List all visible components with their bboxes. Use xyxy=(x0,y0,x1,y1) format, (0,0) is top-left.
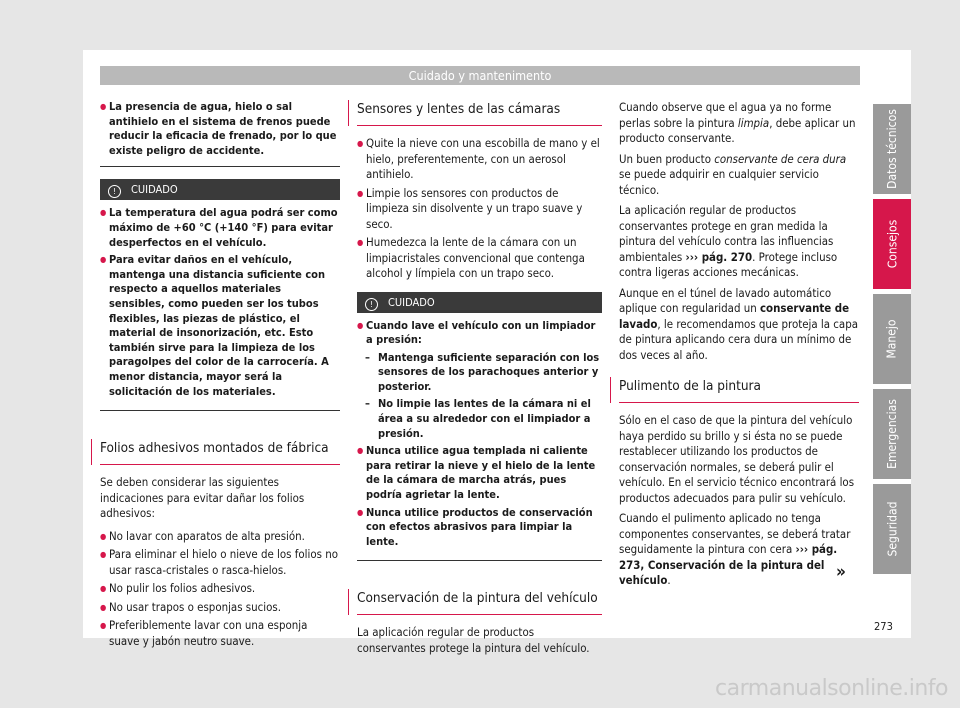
column-2 xyxy=(357,100,602,661)
column-3 xyxy=(619,100,859,594)
info-icon: ! xyxy=(108,185,121,198)
page-header: Cuidado y mantenimento xyxy=(100,66,860,85)
section-title: Pulimento de la pintura xyxy=(619,377,859,403)
section-title: Sensores y lentes de las cámaras xyxy=(357,100,602,126)
paragraph: La aplicación regular de productos conservantes protege la pintura del vehículo. xyxy=(357,625,590,655)
section-title: Conservación de la pintura del vehículo xyxy=(357,589,602,615)
tab-seguridad[interactable]: Seguridad xyxy=(873,484,911,574)
list-item: ● Para eliminar el hielo o nieve de los folios no usar rasca-cristales o rasca-hielos. xyxy=(100,547,340,578)
caution-body xyxy=(357,319,602,561)
section-title: Folios adhesivos montados de fábrica xyxy=(100,439,340,465)
paragraph: Cuando el pulimento aplicado no tenga componentes conservantes, se deberá tratar seguidamente la pintura con cera ››› pág. 273, Conservación de la pintura del vehículo. xyxy=(619,511,851,587)
paragraph: Se deben considerar las siguientes indicaciones para evitar dañar los folios adhesivos: xyxy=(100,475,305,521)
column-1 xyxy=(100,100,340,652)
caution-header: ! CUIDADO xyxy=(100,179,340,200)
tab-consejos[interactable]: Consejos xyxy=(873,199,911,289)
caution-item: ● Cuando lave el vehículo con un limpiador a presión: xyxy=(357,319,602,348)
tab-datos-tecnicos[interactable]: Datos técnicos xyxy=(873,104,911,194)
list-item: ● Preferiblemente lavar con una esponja suave y jabón neutro suave. xyxy=(100,618,340,649)
caution-body xyxy=(100,206,340,410)
caution-header: ! CUIDADO xyxy=(357,292,602,313)
list-item: ● No pulir los folios adhesivos. xyxy=(100,581,340,597)
caution-subitem: – Mantenga suficiente separación con los sensores de los parachoques anterior y posterior. xyxy=(363,351,602,395)
caution-item: ● Nunca utilice productos de conservación con efectos abrasivos para limpiar la lente. xyxy=(357,506,602,550)
list-item: ● No lavar con aparatos de alta presión. xyxy=(100,529,340,545)
caution-item: ● Nunca utilice agua templada ni caliente para retirar la nieve y el hielo de la lente de la cámara de marcha atrás, pues podría agrietar la lente. xyxy=(357,444,602,502)
page-link[interactable]: ››› pág. 270 xyxy=(685,249,753,264)
paragraph: Aunque en el túnel de lavado automático aplique con regularidad un conservante de lavado, le recomendamos que proteja la capa de pintura aplicando cera dura un mínimo de dos veces al año. xyxy=(619,285,858,362)
list-item: ● Limpie los sensores con productos de limpieza sin disolvente y un trapo suave y seco. xyxy=(357,186,602,233)
caution-box xyxy=(100,179,340,411)
watermark: carmanualsonline.info xyxy=(715,676,948,701)
paragraph: Un buen producto conservante de cera dura se puede adquirir en cualquier servicio técnico. xyxy=(619,151,847,197)
continued-arrows: » xyxy=(836,562,846,582)
page-number: 273 xyxy=(874,620,893,633)
info-icon: ! xyxy=(365,298,378,311)
caution-box xyxy=(357,292,602,562)
list-item: ● Quite la nieve con una escobilla de mano y el hielo, preferentemente, con un aerosol antihielo. xyxy=(357,136,602,183)
list-item: ● Humedezca la lente de la cámara con un limpiacristales convencional que contenga alcohol y límpiela con un trapo seco. xyxy=(357,235,602,282)
paragraph: La aplicación regular de productos conservantes protege en gran medida la pintura del vehículo contra las influencias ambientales ››› pág. 270. Protege incluso contra ligeras acciones mecánicas. xyxy=(619,203,838,279)
caution-subitem: – No limpie las lentes de la cámara ni el área a su alrededor con el limpiador a presión. xyxy=(363,397,602,441)
warning-box xyxy=(100,100,340,167)
caution-item: ● Para evitar daños en el vehículo, mantenga una distancia suficiente con respecto a aquellos materiales sensibles, como pueden ser los tubos flexibles, las piezas de plástico, el material de insonorización, etc. Esto también sirve para la limpieza de los paragolpes del color de la carrocería. A menor distancia, mayor será la solicitación de los materiales. xyxy=(100,253,340,399)
warning-text: ● La presencia de agua, hielo o sal antihielo en el sistema de frenos puede reducir la eficacia de frenado, por lo que existe peligro de accidente. xyxy=(100,100,340,158)
paragraph: Sólo en el caso de que la pintura del vehículo haya perdido su brillo y si ésta no se puede restablecer utilizando los productos de conservación normales, se deberá pulir el vehículo. En el servicio técnico encontrará los productos adecuados para pulir su vehículo. xyxy=(619,413,855,505)
tab-manejo[interactable]: Manejo xyxy=(873,294,911,384)
tab-emergencias[interactable]: Emergencias xyxy=(873,389,911,479)
page-link[interactable]: ››› pág. 273, Conservación de la pintura del vehículo xyxy=(619,542,838,587)
paragraph: Cuando observe que el agua ya no forme perlas sobre la pintura limpia, debe aplicar un producto conservante. xyxy=(619,100,856,145)
list-item: ● No usar trapos o esponjas sucios. xyxy=(100,600,340,616)
caution-item: ● La temperatura del agua podrá ser como máximo de +60 °C (+140 °F) para evitar desperfectos en el vehículo. xyxy=(100,206,340,250)
